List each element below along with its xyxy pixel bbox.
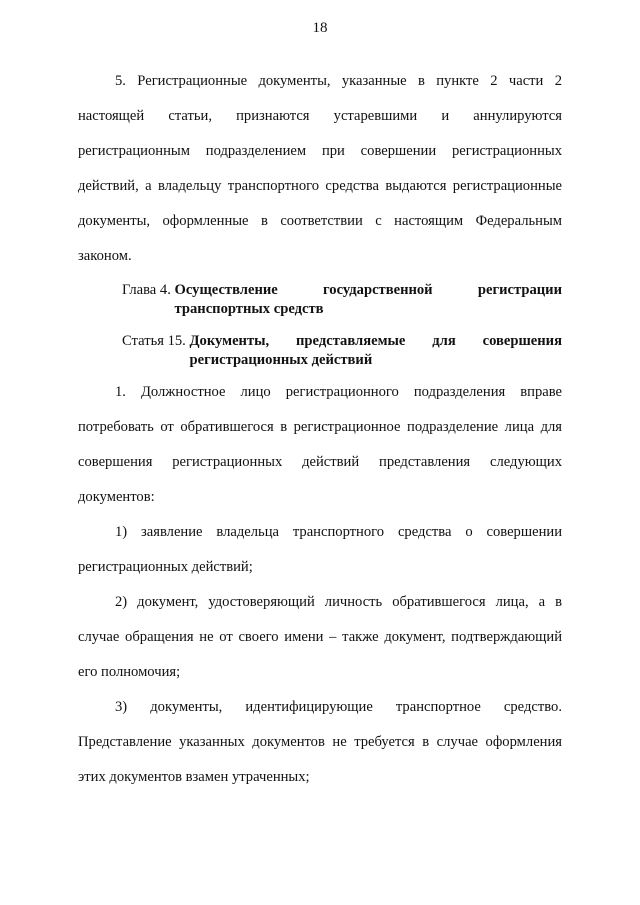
list-item: 2) документ, удостоверяющий личность обратившегося лица, а в случае обращения не от своего имени – также документ, подтверждающий его полномочия; — [78, 594, 562, 680]
chapter-title: Осуществление государственной регистрации транспортных средств — [174, 282, 562, 317]
chapter-label: Глава 4. — [122, 282, 175, 298]
paragraph-1: 1. Должностное лицо регистрационного подразделения вправе потребовать от обратившегося в регистрационное подразделение лица для совершения регистрационных действий представления следующих документов: — [78, 384, 562, 505]
paragraph-5-block — [78, 64, 562, 274]
article-label: Статья 15. — [122, 333, 190, 349]
list-item: 3) документы, идентифицирующие транспортное средство. Представление указанных документов не требуется в случае оформления этих документов взамен утраченных; — [78, 699, 562, 785]
article-heading — [122, 332, 562, 370]
list-item: 1) заявление владельца транспортного средства о совершении регистрационных действий; — [78, 524, 562, 575]
article-title: Документы, представляемые для совершения регистрационных действий — [189, 333, 562, 368]
chapter-heading — [122, 281, 562, 319]
article-body — [78, 375, 562, 795]
page-number: 18 — [312, 20, 328, 36]
paragraph-5: 5. Регистрационные документы, указанные в пункте 2 части 2 настоящей статьи, признаются устаревшими и аннулируются регистрационным подразделением при совершении регистрационных действий, а владельцу транспортного средства выдаются регистрационные документы, оформленные в соответствии с настоящим Федеральным законом. — [78, 73, 562, 264]
